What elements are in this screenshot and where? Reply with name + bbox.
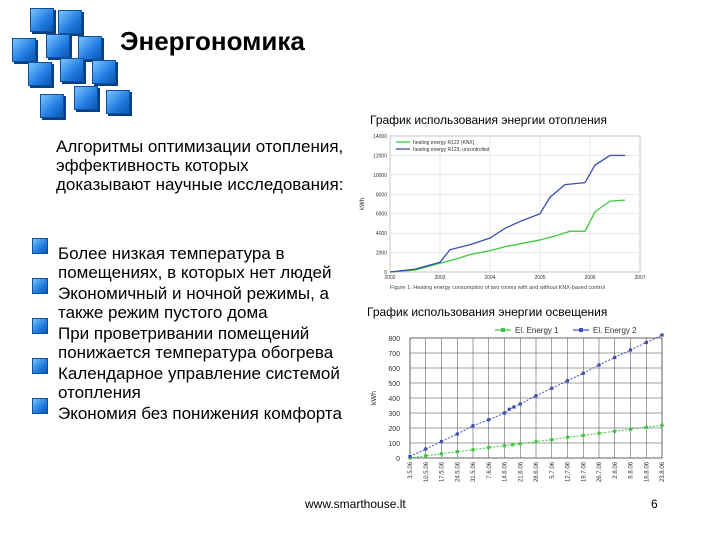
x-tick-label: 26.7.06: [597, 462, 603, 483]
y-tick-label: 6000: [375, 211, 387, 218]
x-tick-label: 2.8.06: [612, 462, 619, 479]
x-tick-label: 3.5.06: [408, 462, 414, 479]
data-point: [512, 405, 515, 408]
data-point: [550, 387, 553, 390]
bullet-icon: [32, 238, 48, 254]
list-item: [30, 284, 360, 322]
data-point: [519, 402, 522, 405]
cube-icon: [46, 34, 70, 58]
cube-icon: [106, 90, 130, 114]
y-tick-label: 800: [388, 336, 400, 343]
data-point: [424, 447, 427, 450]
data-point: [645, 341, 648, 344]
x-tick-label: 19.7.06: [581, 462, 588, 483]
data-point: [613, 356, 616, 359]
y-tick-label: 2000: [375, 250, 387, 257]
y-tick-label: 200: [388, 426, 400, 433]
bullet-icon: [32, 398, 48, 414]
data-point: [471, 448, 474, 451]
x-tick-label: 9.8.06: [628, 462, 635, 479]
page-number: 6: [651, 497, 658, 511]
intro-text: Алгоритмы оптимизации отопления, эффективность которых доказывают научные исследования:: [56, 137, 344, 194]
list-item: [30, 364, 360, 402]
x-tick-label: 2002: [384, 275, 396, 281]
y-tick-label: 8000: [375, 192, 387, 199]
data-point: [471, 424, 474, 427]
data-point: [550, 438, 553, 441]
data-point: [660, 333, 663, 336]
y-tick-label: 300: [388, 411, 400, 418]
plot-frame: [390, 136, 640, 272]
cube-icon: [30, 8, 54, 32]
data-point: [534, 394, 537, 397]
legend-label: El. Energy 1: [515, 326, 559, 335]
footer-url: www.smarthouse.lt: [305, 497, 406, 511]
bullet-list: [30, 244, 360, 425]
data-point: [456, 450, 459, 453]
x-tick-label: 7.6.06: [486, 462, 493, 479]
data-point: [660, 424, 663, 427]
x-tick-label: 10.5.06: [423, 462, 430, 483]
y-tick-label: 0: [396, 456, 400, 463]
list-item: [30, 404, 360, 423]
cube-icon: [28, 62, 52, 86]
heating-energy-chart: [350, 128, 650, 306]
y-axis-label: kWh: [371, 391, 378, 405]
data-point: [597, 363, 600, 366]
y-tick-label: 700: [388, 351, 400, 358]
x-tick-label: 2005: [534, 275, 546, 281]
x-tick-label: 5.7.06: [549, 462, 556, 479]
lighting-chart-caption: График использования энергии освещения: [367, 305, 608, 319]
data-point: [519, 442, 522, 445]
y-tick-label: 400: [388, 396, 400, 403]
bullet-text: Календарное управление системой отопления: [58, 364, 340, 402]
x-tick-label: 14.6.06: [502, 462, 509, 483]
data-point: [408, 455, 411, 458]
data-point: [440, 452, 443, 455]
bullet-icon: [32, 278, 48, 294]
data-point: [613, 430, 616, 433]
figure-title: Figure 1. Heating energy consumption of two rooms with and without KNX-based control: [390, 285, 605, 291]
data-point: [534, 440, 537, 443]
x-tick-label: 16.8.06: [644, 462, 651, 483]
cube-icon: [40, 94, 64, 118]
data-point: [629, 428, 632, 431]
list-item: [30, 244, 360, 282]
x-tick-label: 17.5.06: [439, 462, 446, 483]
cube-icon: [60, 58, 84, 82]
y-tick-label: 500: [388, 381, 400, 388]
data-point: [440, 440, 443, 443]
bullet-text: Экономия без понижения комфорта: [58, 404, 342, 423]
bullet-text: Экономичный и ночной режимы, а также режим пустого дома: [58, 284, 330, 322]
data-point: [582, 372, 585, 375]
data-point: [645, 426, 648, 429]
x-tick-label: 31.5.06: [471, 462, 477, 483]
legend-label: El. Energy 2: [593, 326, 637, 335]
legend-label: heating energy R122 (KNX): [413, 140, 475, 146]
data-point: [582, 434, 585, 437]
data-point: [511, 443, 514, 446]
data-point: [566, 436, 569, 439]
x-tick-label: 12.7.06: [565, 462, 572, 483]
y-tick-label: 4000: [375, 231, 387, 238]
data-point: [487, 418, 490, 421]
cube-icon: [74, 86, 98, 110]
x-tick-label: 2003: [434, 275, 446, 281]
cube-icon: [58, 10, 82, 34]
data-point: [629, 348, 632, 351]
bullet-text: При проветривании помещений понижается температура обогрева: [58, 324, 334, 362]
legend-label: heating energy R123, uncontrolled: [413, 147, 490, 153]
cube-icon: [78, 36, 102, 60]
data-point: [487, 446, 490, 449]
y-tick-label: 14000: [373, 134, 387, 140]
legend-marker: [501, 328, 505, 332]
data-point: [424, 454, 427, 457]
x-tick-label: 2004: [484, 275, 496, 281]
slide-title: Энергономика: [120, 26, 305, 56]
y-tick-label: 600: [388, 366, 400, 373]
x-tick-label: 21.6.06: [518, 462, 525, 483]
data-point: [508, 408, 511, 411]
y-axis-label: kWh: [360, 198, 366, 210]
list-item: [30, 324, 360, 362]
lighting-energy-chart: [360, 318, 670, 494]
data-point: [566, 379, 569, 382]
x-tick-label: 28.6.06: [534, 462, 540, 483]
cube-icon: [92, 60, 116, 84]
bullet-text: Более низкая температура в помещениях, в которых нет людей: [58, 244, 332, 282]
y-tick-label: 0: [384, 270, 387, 276]
data-point: [456, 432, 459, 435]
bullet-icon: [32, 358, 48, 374]
x-tick-label: 2006: [584, 275, 596, 281]
y-tick-label: 100: [388, 441, 400, 448]
x-tick-label: 2007: [634, 275, 646, 281]
bullet-icon: [32, 318, 48, 334]
data-point: [503, 444, 506, 447]
heating-chart-caption: График использования энергии отопления: [370, 113, 607, 127]
legend-marker: [579, 328, 583, 332]
cube-icon: [12, 38, 36, 62]
x-tick-label: 24.5.06: [455, 462, 462, 483]
data-point: [597, 432, 600, 435]
data-point: [503, 411, 506, 414]
y-tick-label: 10000: [373, 172, 387, 179]
x-tick-label: 23.8.06: [660, 462, 666, 483]
y-tick-label: 12000: [373, 153, 387, 160]
